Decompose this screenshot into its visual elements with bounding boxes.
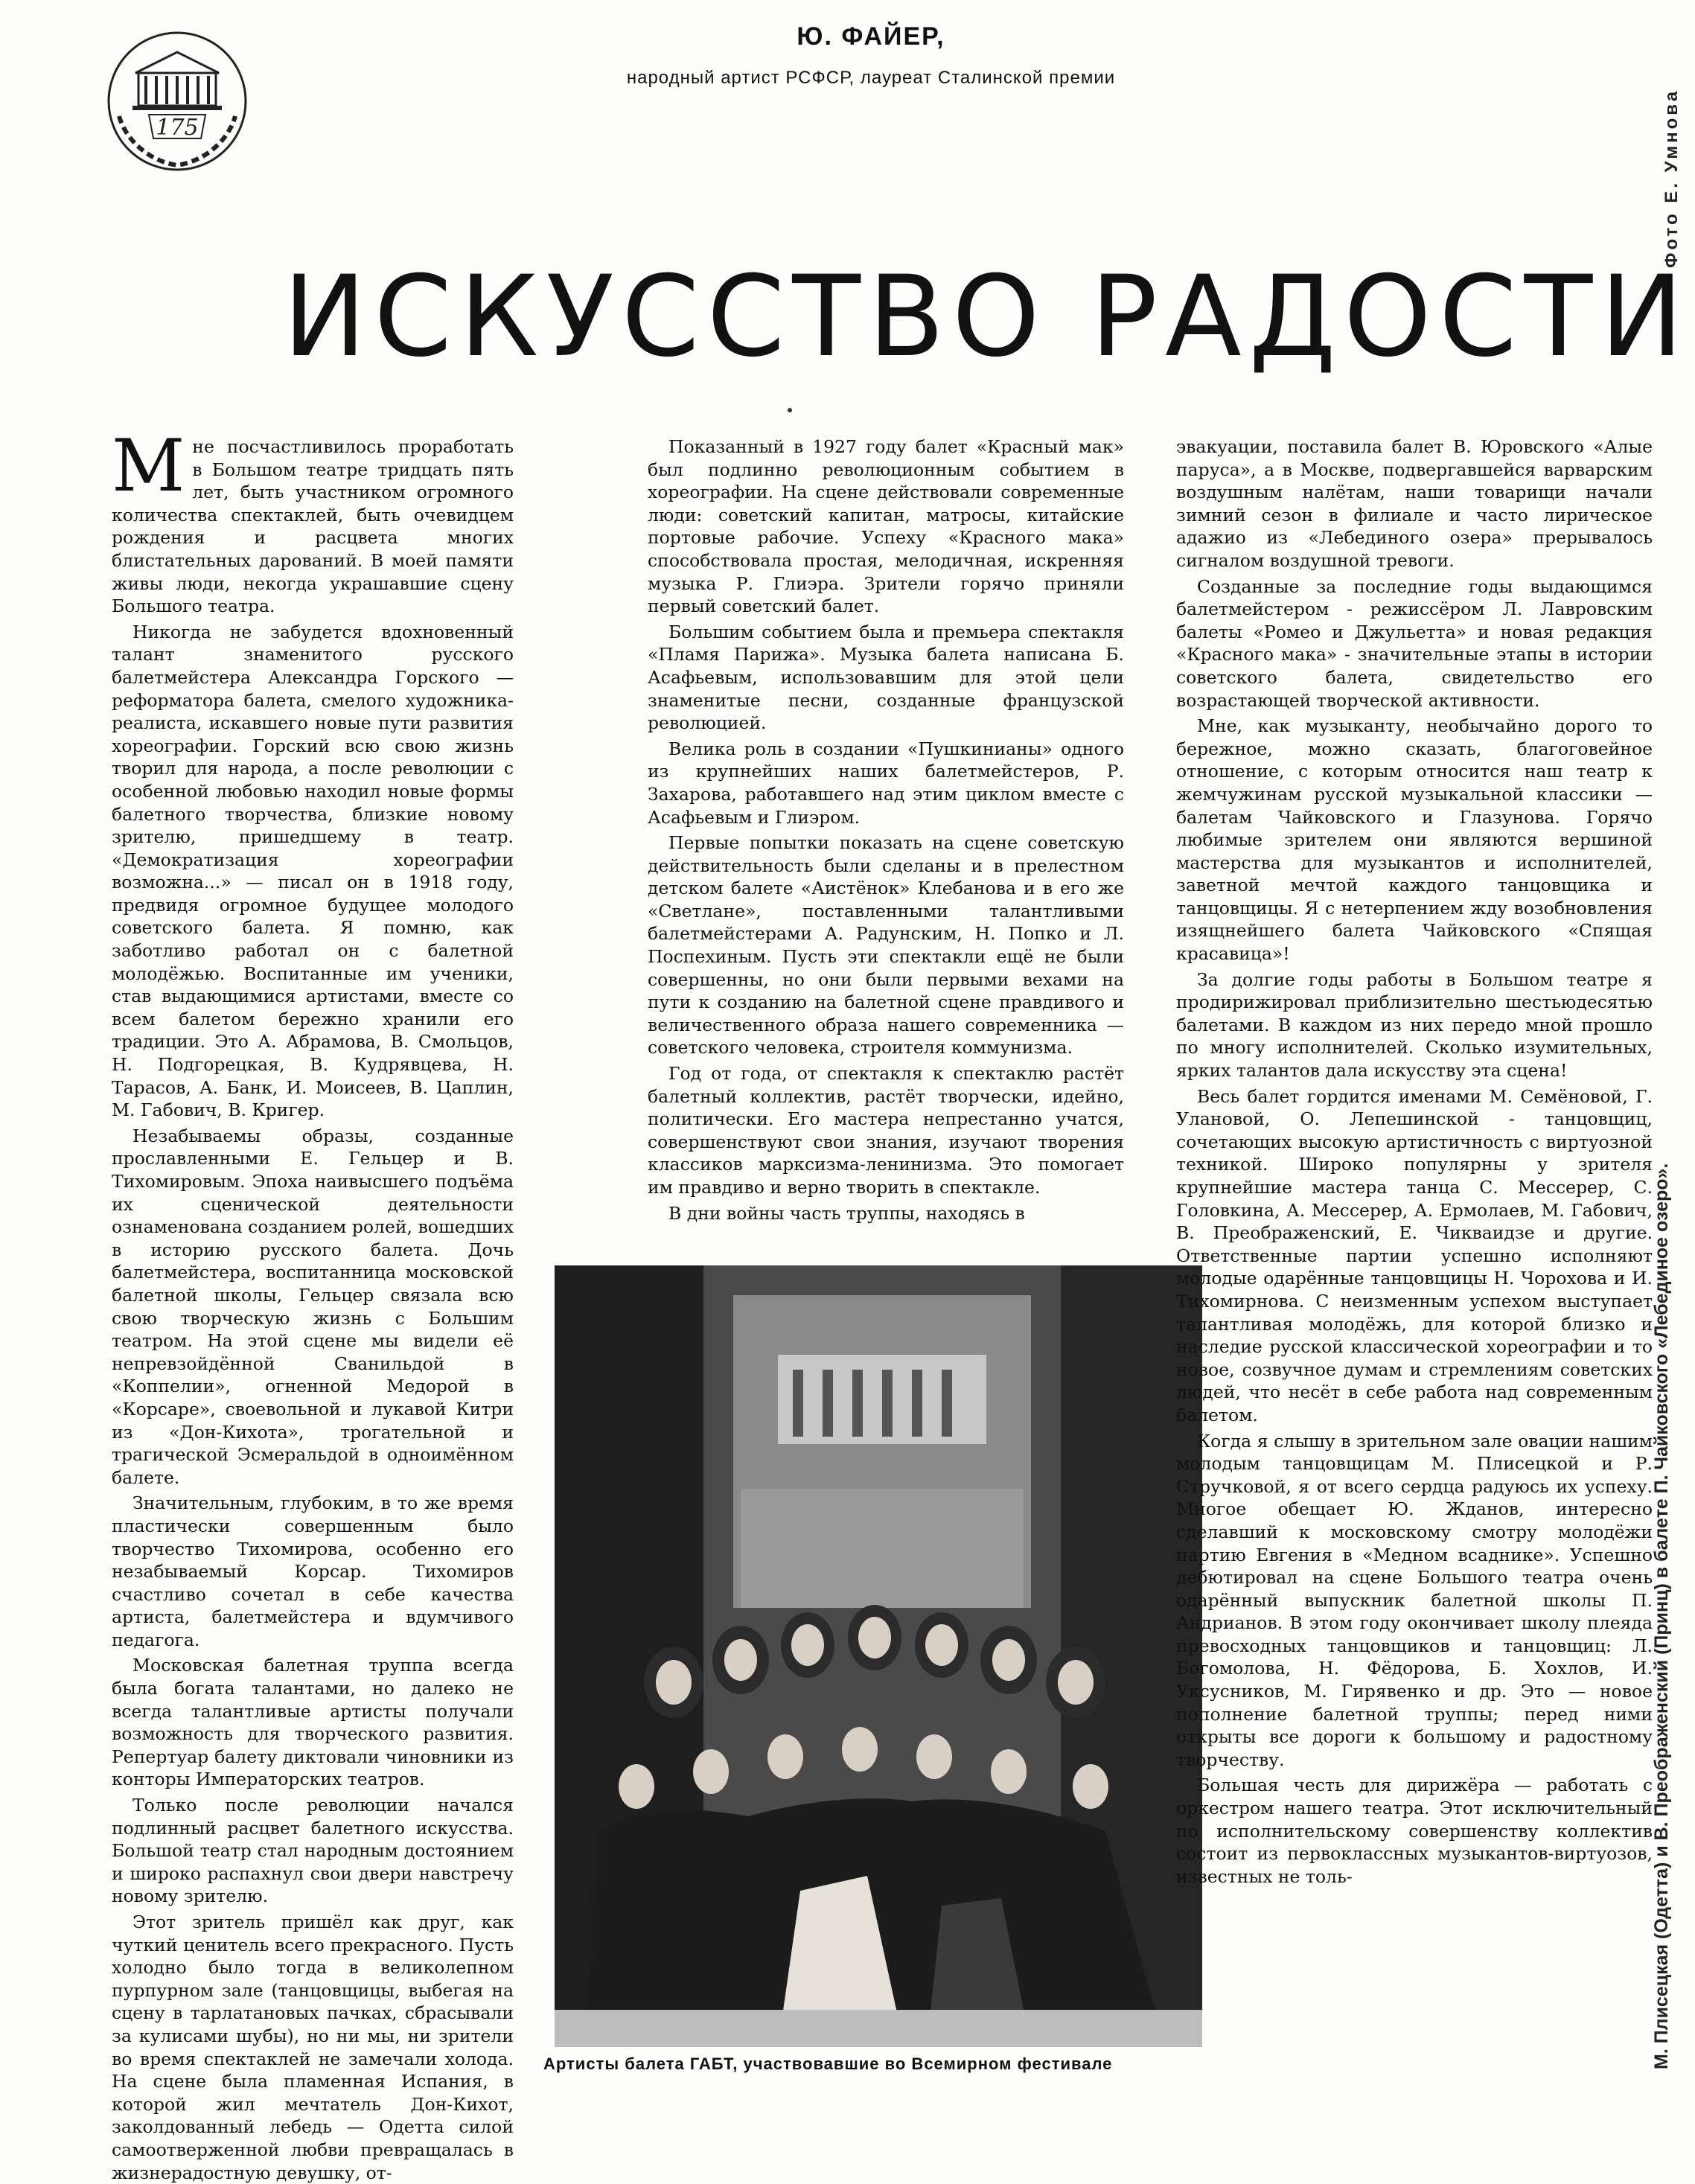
paragraph: Велика роль в создании «Пушкинианы» одного из крупнейших наших балетмейстеров, Р. Захарова, работавшего над этим циклом вместе с Асафьевым и Глиэром. [648, 738, 1124, 828]
author-titles: народный артист РСФСР, лауреат Сталинской премии [626, 68, 1116, 88]
paragraph: В дни войны часть труппы, находясь в [668, 1202, 1025, 1224]
byline [536, 22, 1206, 89]
paragraph: Год от года, от спектакля к спектаклю растёт балетный коллектив, растёт творчески, идейно, политически. Его мастера непрестанно учатся, совершенствуют свои знания, изучают творения классиков марксизма-ленинизма. Это помогает им правдиво и верно творить в спектакле. [648, 1063, 1124, 1198]
article-column-1 [112, 424, 514, 2183]
separator-dot [788, 408, 792, 412]
paragraph: Весь балет гордится именами М. Семёновой, Г. Улановой, О. Лепешинской - танцовщиц, сочетающих высокую артистичность с виртуозной техникой. Широко популярны у зрителя крупнейшие мастера танца С. Мессерер, С. Головкина, А. Мессерер, А. Ермолаев, М. Габович, В. Преображенский, Е. Чикваидзе и другие. Ответственные партии успешно исполняют молодые одарённые танцовщицы Н. Чорохова и И. Тихомирнова. С неизменным успехом выступает талантливая молодёжь, для которой близко и наследие русской классической хореографии и то новое, созвучное думам и стремлениям советских людей, что несёт в себе работа над современным балетом. [1176, 1085, 1653, 1425]
paragraph: Московская балетная труппа всегда была богата талантами, но далеко не всегда талантливые артисты получали возможность для творческого развития. Репертуар балету диктовали чиновники из конторы Императорских театров. [112, 1655, 514, 1790]
paragraph: Первые попытки показать на сцене советскую действительность были сделаны и в прелестном детском балете «Аистёнок» Клебанова и в его же «Светлане», поставленными талантливыми балетмейстерами А. Радунским, Н. Попко и Л. Поспехиным. Пусть эти спектакли ещё не были совершенны, но они были первыми вехами на пути к созданию на балетной сцене правдивого и величественного образа нашего современника — советского человека, строителя коммунизма. [648, 832, 1124, 1059]
photo-caption: Артисты балета ГАБТ, участвовавшие во Всемирном фестивале [543, 2054, 1113, 2073]
paragraph: Мне, как музыканту, необычайно дорого то бережное, можно сказать, благоговейное отношение, с которым относится наш театр к жемчужинам русской музыкальной классики — балетам Чайковского и Глазунова. Горячо любимые зрителем они являются вершиной мастерства для музыкантов и исполнителей, заветной мечтой каждого танцовщика и танцовщицы. Я с нетерпением жду возобновления изящнейшего балета Чайковского «Спящая красавица»! [1176, 715, 1653, 965]
paragraph: За долгие годы работы в Большом театре я продирижировал приблизительно шестьюдесятью балетами. В каждом из них передо мной прошло по многу исполнителей. Сколько изумительных, ярких талантов дала искусству эта сцена! [1176, 968, 1653, 1082]
paragraph: Когда я слышу в зрительном зале овации нашим молодым танцовщицам М. Плисецкой и Р. Стручковой, я от всего сердца радуюсь их успеху. Многое обещает Ю. Жданов, интересно сделавший к московскому смотру молодёжи партию Евгения в «Медном всаднике». Успешно дебютировал на сцене Большого театра очень одарённый выпускник балетной школы П. Андрианов. В этом году окончивает школу плеяда превосходных танцовщиков и танцовщиц: Л. Богомолова, Н. Фёдорова, Б. Хохлов, И. Уксусников, М. Гирявенко и др. Это — новое пополнение балетной труппы; перед ними открыты все дороги к большому и радостному творчеству. [1176, 1430, 1653, 1770]
author-name: Ю. ФАЙЕР, [797, 22, 945, 51]
paragraph: Незабываемы образы, созданные прославленными Е. Гельцер и В. Тихомировым. Эпоха наивысшего подъёма их сценической деятельности ознаменована созданием ролей, вошедших в историю русского балета. Дочь балетмейстера, воспитанница московской балетной школы, Гельцер связала всю свою творческую жизнь с Большим театром. На этой сцене мы видели её непревзойдённой Сванильдой в «Коппелии», огненной Медорой в «Корсаре», своевольной и лукавой Китри из «Дон-Кихота», трогательной и трагической Эсмеральдой в одноимённом балете. [112, 1125, 514, 1488]
paragraph: Большим событием была и премьера спектакля «Пламя Парижа». Музыка балета написана Б. Асафьевым, использовавшим для этой цели знаменитые песни, созданные французской революцией. [648, 621, 1124, 734]
paragraph: Только после революции начался подлинный расцвет балетного искусства. Большой театр стал народным достоянием и широко распахнул свои двери навстречу новому зрителю. [112, 1795, 514, 1907]
paragraph: Никогда не забудется вдохновенный талант знаменитого русского балетмейстера Александра Горского — реформатора балета, смелого художника-реалиста, искавшего новые пути развития хореографии. Горский всю свою жизнь творил для народа, а после революции с особенной любовью находил новые формы балетного творчества, близкие новому зрителю, пришедшему в театр. «Демократизация хореографии возможна...» — писал он в 1918 году, предвидя огромное будущее молодого советского балета. Я помню, как заботливо работал он с балетной молодёжью. Воспитанные им ученики, став выдающимися артистами, вместе со всем балетом бережно хранили его традиции. Это А. Абрамова, В. Смольцов, Н. Подгорецкая, В. Кудрявцева, Н. Тарасов, А. Банк, И. Моисеев, В. Цаплин, М. Габович, В. Кригер. [112, 621, 514, 1121]
paragraph: Показанный в 1927 году балет «Красный мак» был подлинно революционным событием в хореографии. На сцене действовали современные люди: советский капитан, матросы, китайские портовые рабочие. Успеху «Красного мака» способствовала простая, мелодичная, искренняя музыка Р. Глиэра. Зрители горячо приняли первый советский балет. [648, 436, 1124, 617]
paragraph: эвакуации, поставила балет В. Юровского «Алые паруса», а в Москве, подвергавшейся варварским воздушным налётам, наши товарищи начали зимний сезон в филиале и часто лирическое адажио из «Лебединого озера» прерывалось сигналом воздушной тревоги. [1176, 436, 1653, 571]
paragraph: Мне посчастливилось проработать в Большом театре тридцать пять лет, быть участником огромного количества спектаклей, быть очевидцем рождения и расцвета многих блистательных дарований. В моей памяти живы люди, некогда украшавшие сцену Большого театра. [112, 424, 514, 617]
side-photo-caption: М. Плисецкая (Одетта) и В. Преображенский (Принц) в балете П. Чайковского «Лебединое озеро». [1651, 1163, 1672, 2069]
paragraph: Созданные за последние годы выдающимся балетмейстером - режиссёром Л. Лавровским балеты «Ромео и Джульетта» и новая редакция «Красного мака» - значительные этапы в истории советского балета, свидетельство его возрастающей творческой активности. [1176, 575, 1653, 711]
paragraph: Этот зритель пришёл как друг, как чуткий ценитель всего прекрасного. Пусть холодно было тогда в великолепном пурпурном зале (танцовщицы, выбегая на сцену в тарлатановых пачках, сбрасывали за кулисами шубы), но ни мы, ни зрители во время спектаклей не замечали холода. На сцене была пламенная Испания, в которой жил мечтатель Дон-Кихот, заколдованный лебедь — Одетта силой самоотверженной любви превращалась в жизнерадостную девушку, от- [112, 1912, 514, 2183]
group-photo [555, 1265, 1202, 2047]
bolshoi-theatre-emblem [103, 27, 252, 176]
photo-credit: Фото Е. Умнова [1662, 88, 1682, 268]
paragraph: Большая честь для дирижёра — работать с оркестром нашего театра. Этот исключительный по исполнительскому совершенству коллектив состоит из первоклассных музыкантов-виртуозов, известных не толь- [1176, 1775, 1653, 1887]
emblem-number: 175 [156, 115, 199, 141]
article-headline: ИСКУССТВО РАДОСТИ [283, 252, 1691, 382]
article-column-3 [1176, 435, 1653, 2084]
paragraph: Значительным, глубоким, в то же время пластически совершенным было творчество Тихомирова, особенно его незабываемый Корсар. Тихомиров счастливо сочетал в себе качества артиста, балетмейстера и вдумчивого педагога. [112, 1492, 514, 1650]
drop-cap: М [112, 424, 185, 508]
article-column-2 [648, 435, 1124, 1258]
